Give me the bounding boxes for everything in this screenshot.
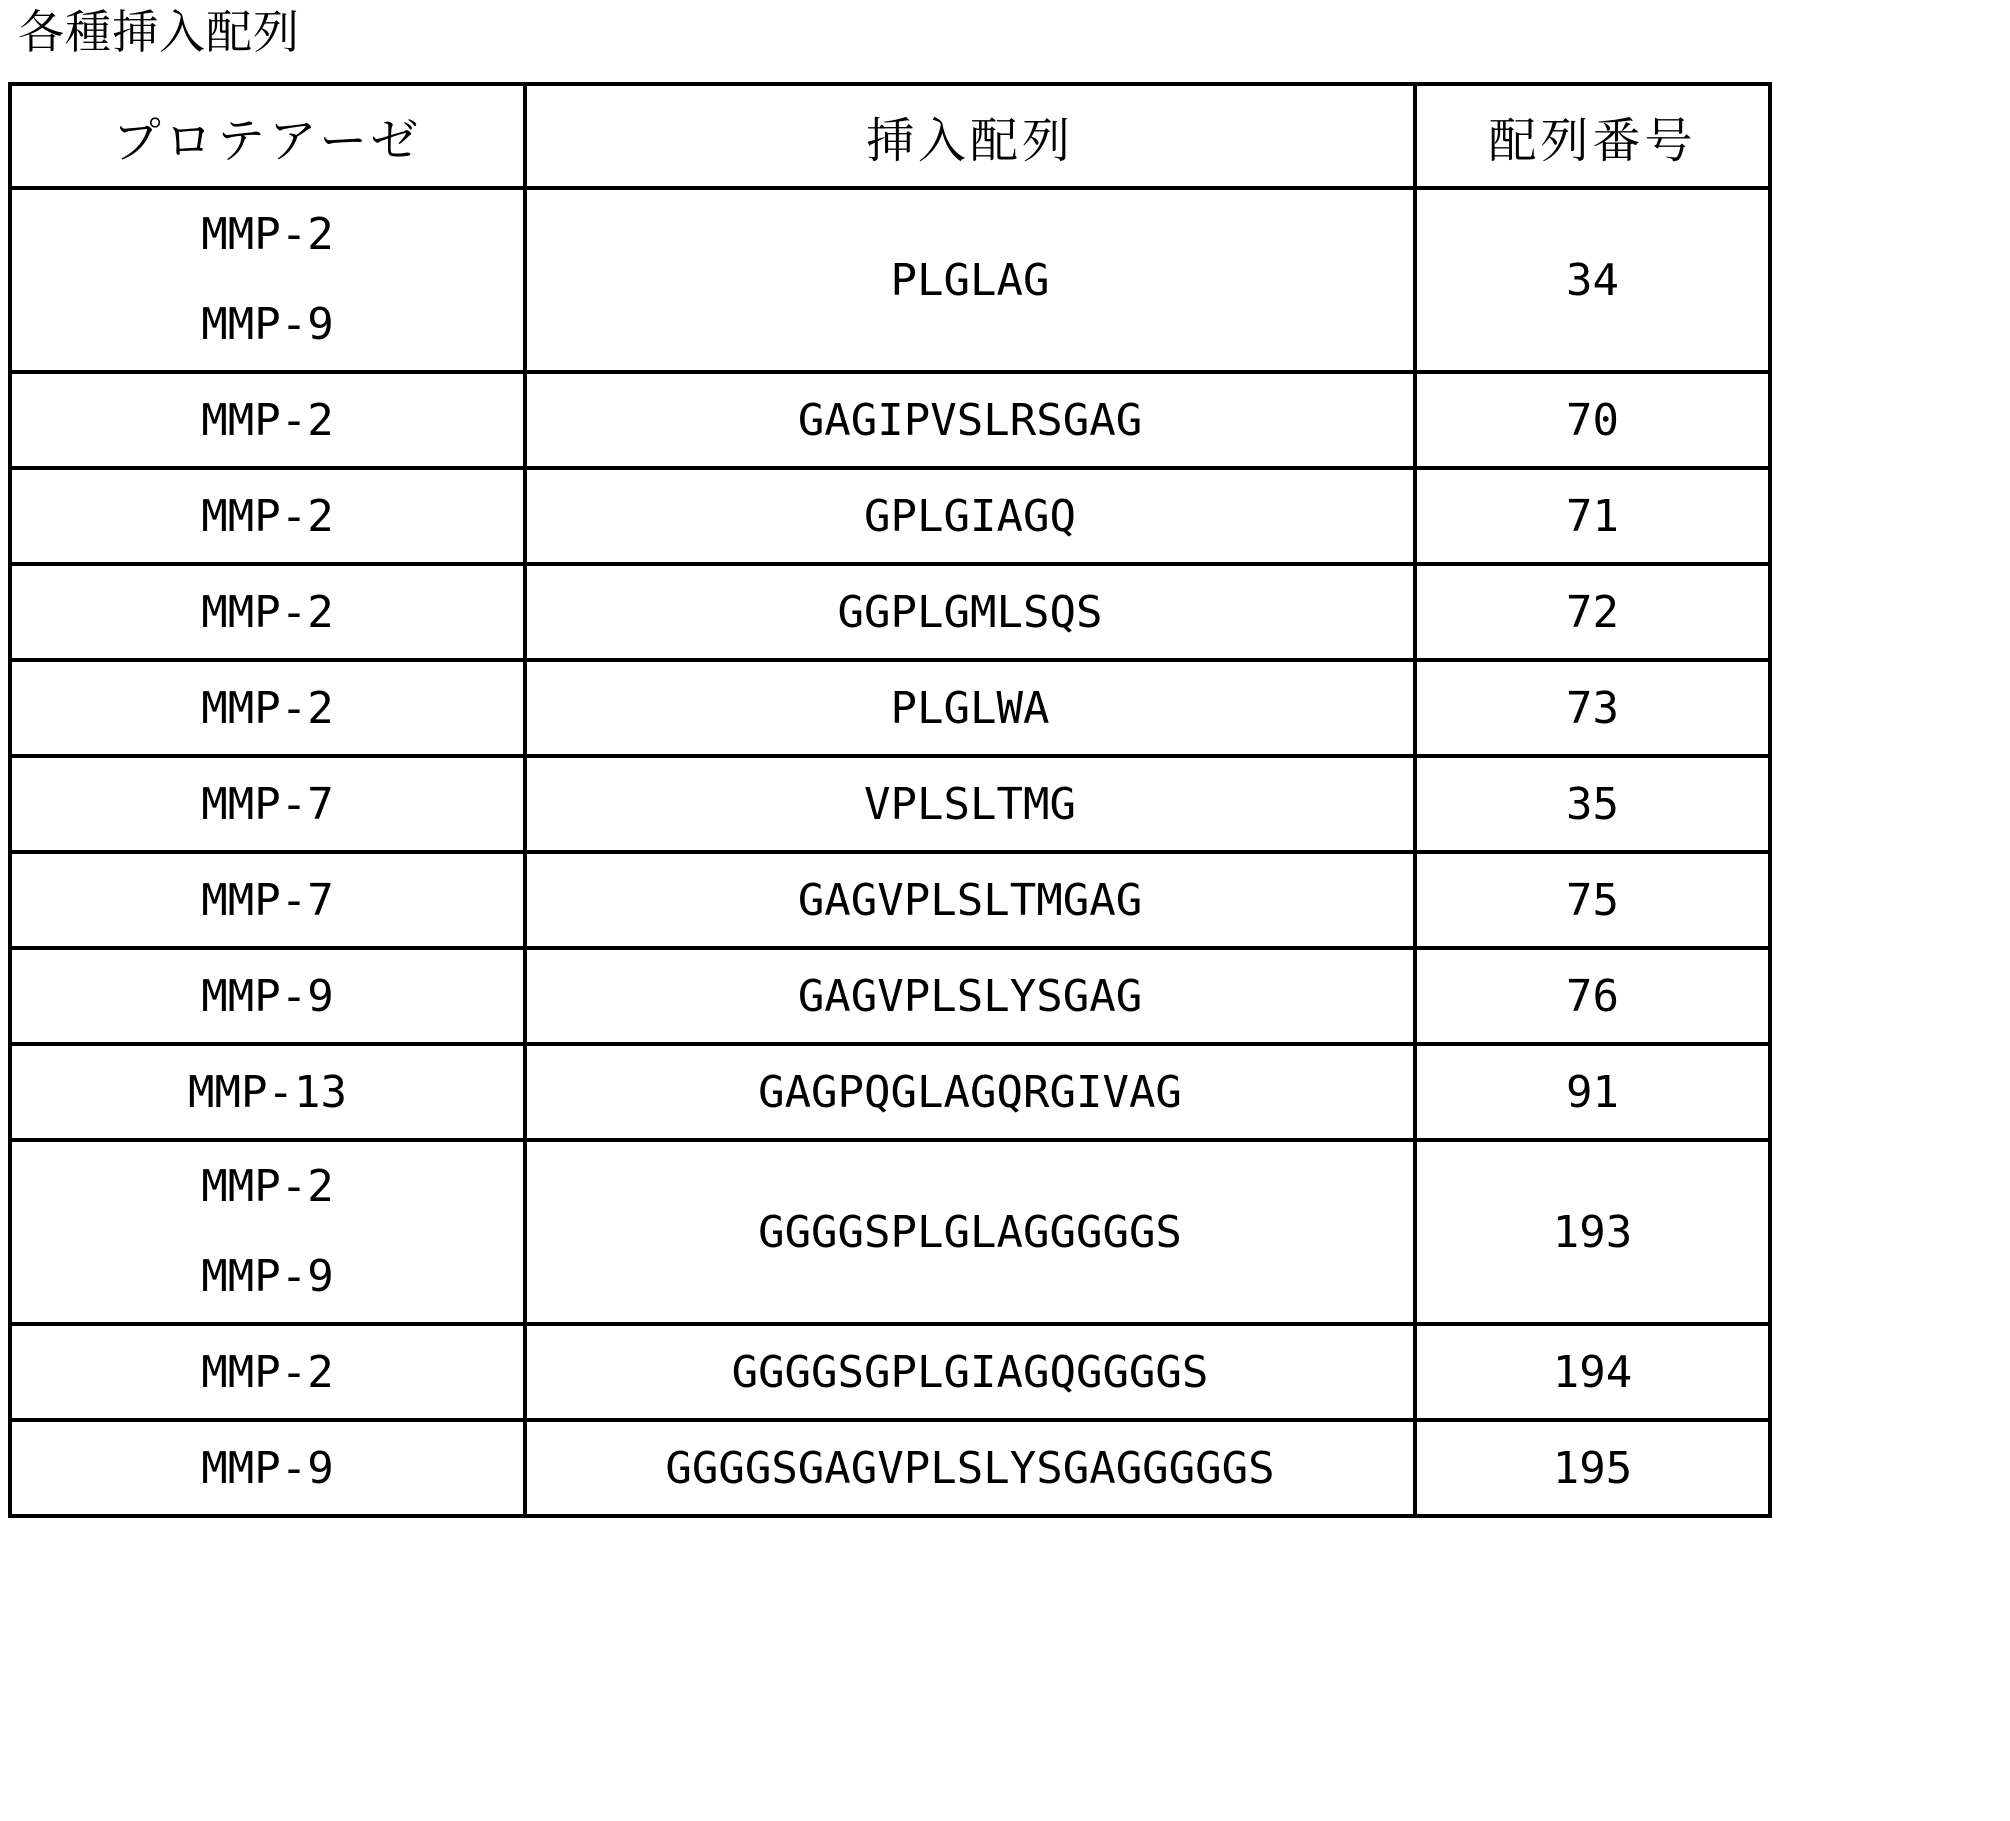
cell-seqno: 76: [1415, 948, 1770, 1044]
cell-protease: MMP-2: [10, 564, 525, 660]
cell-protease: MMP-2: [10, 1324, 525, 1420]
cell-seqno: 70: [1415, 372, 1770, 468]
cell-protease: MMP-13: [10, 1044, 525, 1140]
table-row: [10, 1044, 1770, 1140]
cell-sequence: GGPLGMLSQS: [525, 564, 1415, 660]
cell-sequence: GPLGIAGQ: [525, 468, 1415, 564]
table-row: [10, 468, 1770, 564]
cell-sequence: GGGGSGPLGIAGQGGGGS: [525, 1324, 1415, 1420]
cell-protease: MMP-2: [10, 372, 525, 468]
cell-seqno: 73: [1415, 660, 1770, 756]
cell-seqno: 193: [1415, 1140, 1770, 1324]
cell-protease: MMP-2: [10, 468, 525, 564]
cell-sequence: GAGIPVSLRSGAG: [525, 372, 1415, 468]
protease-name: MMP-2: [201, 209, 334, 260]
cell-seqno: 75: [1415, 852, 1770, 948]
protease-name: MMP-9: [201, 299, 334, 350]
cell-seqno: 35: [1415, 756, 1770, 852]
table-row: [10, 372, 1770, 468]
table-row: [10, 948, 1770, 1044]
cell-sequence: GGGGSPLGLAGGGGGS: [525, 1140, 1415, 1324]
cell-protease: MMP-7: [10, 852, 525, 948]
table-header-row: [10, 84, 1770, 188]
table-row: [10, 660, 1770, 756]
cell-sequence: PLGLWA: [525, 660, 1415, 756]
cell-protease: MMP-2: [10, 660, 525, 756]
protease-name: MMP-2: [201, 1161, 334, 1212]
cell-seqno: 194: [1415, 1324, 1770, 1420]
table-row: [10, 1140, 1770, 1324]
cell-seqno: 91: [1415, 1044, 1770, 1140]
cell-seqno: 71: [1415, 468, 1770, 564]
cell-seqno: 72: [1415, 564, 1770, 660]
protease-stack: [12, 1142, 523, 1322]
table-body: [10, 188, 1770, 1516]
column-header-seqno: 配列番号: [1415, 84, 1770, 188]
protease-name: MMP-9: [201, 1251, 334, 1302]
cell-sequence: GAGPQGLAGQRGIVAG: [525, 1044, 1415, 1140]
column-header-protease: プロテアーゼ: [10, 84, 525, 188]
cell-protease: MMP-9: [10, 948, 525, 1044]
column-header-sequence: 挿入配列: [525, 84, 1415, 188]
table-row: [10, 188, 1770, 372]
cell-seqno: 34: [1415, 188, 1770, 372]
protease-stack: [12, 190, 523, 370]
cell-seqno: 195: [1415, 1420, 1770, 1516]
cell-protease: [10, 1140, 525, 1324]
cell-sequence: PLGLAG: [525, 188, 1415, 372]
cell-protease: MMP-9: [10, 1420, 525, 1516]
table-row: [10, 1324, 1770, 1420]
cell-sequence: VPLSLTMG: [525, 756, 1415, 852]
cell-sequence: GAGVPLSLYSGAG: [525, 948, 1415, 1044]
cell-protease: MMP-7: [10, 756, 525, 852]
insert-sequence-table: [8, 82, 1772, 1518]
table-row: [10, 756, 1770, 852]
table-caption: 各種挿入配列: [18, 6, 300, 58]
cell-sequence: GAGVPLSLTMGAG: [525, 852, 1415, 948]
cell-protease: [10, 188, 525, 372]
table-row: [10, 852, 1770, 948]
cell-sequence: GGGGSGAGVPLSLYSGAGGGGGS: [525, 1420, 1415, 1516]
table-row: [10, 1420, 1770, 1516]
table-row: [10, 564, 1770, 660]
